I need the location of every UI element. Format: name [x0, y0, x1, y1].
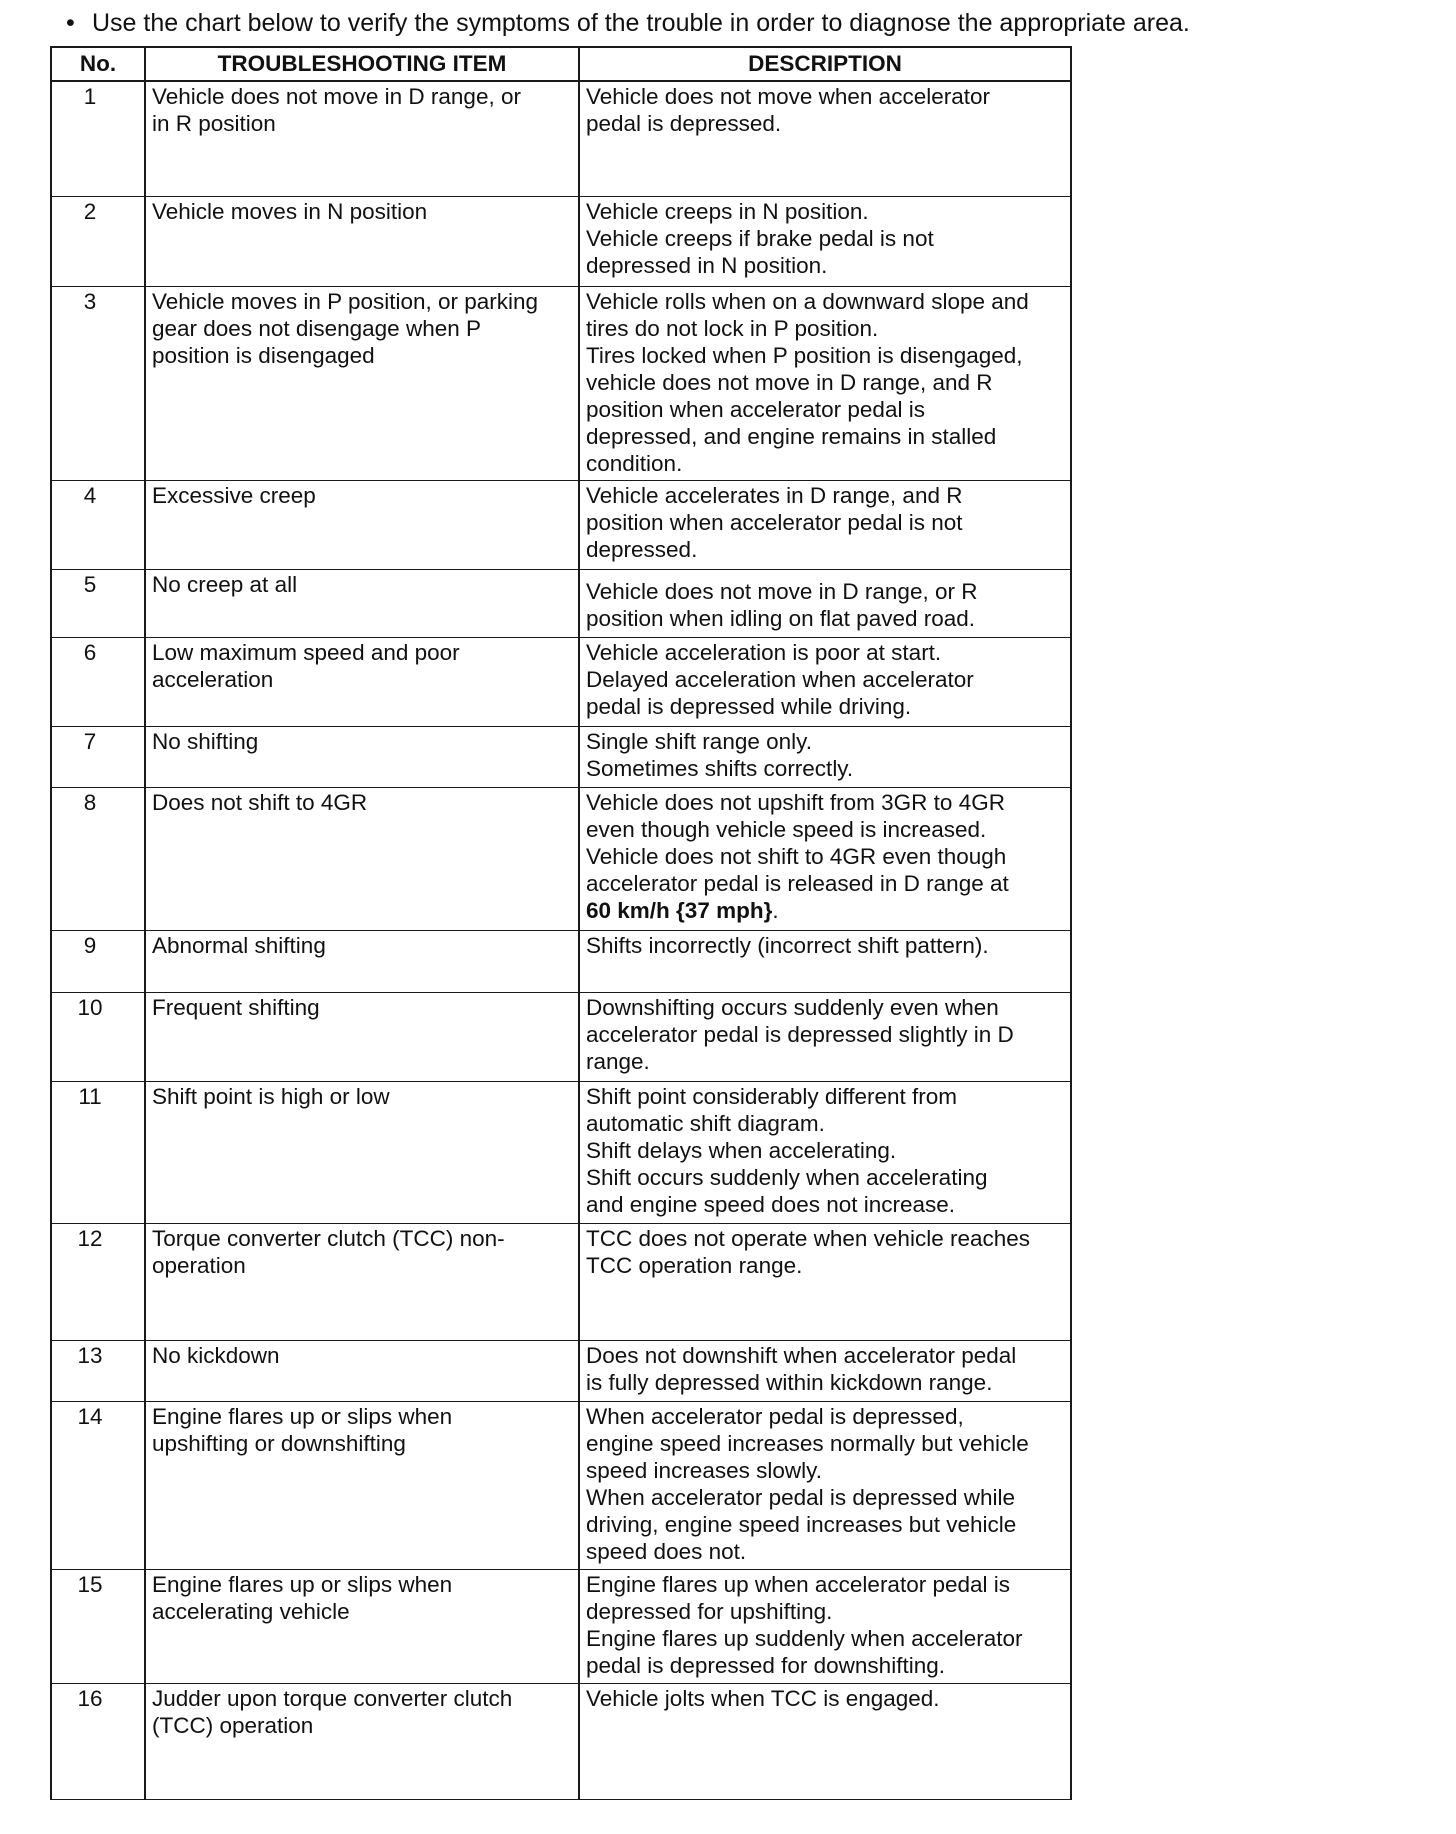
table-row	[51, 286, 1071, 480]
troubleshooting-item: Engine flares up or slips when accelerating vehicle	[145, 1569, 579, 1683]
table-row	[51, 787, 1071, 930]
description	[579, 787, 1071, 930]
description: Vehicle jolts when TCC is engaged.	[579, 1683, 1071, 1799]
header-description: DESCRIPTION	[579, 47, 1071, 81]
description: TCC does not operate when vehicle reaches TCC operation range.	[579, 1223, 1071, 1340]
header-no: No.	[51, 47, 145, 81]
description: Downshifting occurs suddenly even when accelerator pedal is depressed slightly in D range.	[579, 992, 1071, 1081]
description: Vehicle does not move when accelerator pedal is depressed.	[579, 81, 1071, 196]
troubleshooting-item: No creep at all	[145, 569, 579, 637]
description-text: Vehicle does not upshift from 3GR to 4GR even though vehicle speed is increased. Vehicle does not shift to 4GR even though accelerator pedal is released in D range at	[586, 789, 1009, 896]
table-row	[51, 930, 1071, 992]
intro-line	[66, 8, 1190, 38]
row-number: 3	[51, 286, 145, 480]
troubleshooting-item: No shifting	[145, 726, 579, 787]
troubleshooting-item: Low maximum speed and poor acceleration	[145, 637, 579, 726]
row-number: 13	[51, 1340, 145, 1401]
row-number: 5	[51, 569, 145, 637]
description: When accelerator pedal is depressed, engine speed increases normally but vehicle speed increases slowly. When accelerator pedal is depressed while driving, engine speed increases but vehicle speed does not.	[579, 1401, 1071, 1569]
table-row	[51, 1683, 1071, 1799]
description: Engine flares up when accelerator pedal is depressed for upshifting. Engine flares up suddenly when accelerator pedal is depressed for downshifting.	[579, 1569, 1071, 1683]
description-tail: .	[772, 897, 779, 923]
troubleshooting-item: Shift point is high or low	[145, 1081, 579, 1223]
table-row	[51, 1081, 1071, 1223]
description: Vehicle creeps in N position. Vehicle creeps if brake pedal is not depressed in N position.	[579, 196, 1071, 286]
row-number: 11	[51, 1081, 145, 1223]
row-number: 15	[51, 1569, 145, 1683]
row-number: 4	[51, 480, 145, 569]
troubleshooting-item: Torque converter clutch (TCC) non- operation	[145, 1223, 579, 1340]
troubleshooting-item: Does not shift to 4GR	[145, 787, 579, 930]
row-number: 9	[51, 930, 145, 992]
row-number: 12	[51, 1223, 145, 1340]
intro-text: Use the chart below to verify the symptoms of the trouble in order to diagnose the appropriate area.	[92, 9, 1190, 37]
table-row	[51, 1223, 1071, 1340]
table-row	[51, 726, 1071, 787]
description: Vehicle does not move in D range, or R position when idling on flat paved road.	[579, 569, 1071, 637]
row-number: 1	[51, 81, 145, 196]
description: Shifts incorrectly (incorrect shift pattern).	[579, 930, 1071, 992]
table-row	[51, 569, 1071, 637]
table-row	[51, 81, 1071, 196]
speed-value: 60 km/h {37 mph}	[586, 897, 773, 923]
header-item: TROUBLESHOOTING ITEM	[145, 47, 579, 81]
table-row	[51, 1569, 1071, 1683]
troubleshooting-item: Engine flares up or slips when upshifting or downshifting	[145, 1401, 579, 1569]
troubleshooting-item: Abnormal shifting	[145, 930, 579, 992]
troubleshooting-table	[50, 46, 1072, 1800]
troubleshooting-item: Judder upon torque converter clutch (TCC) operation	[145, 1683, 579, 1799]
troubleshooting-item: Vehicle moves in P position, or parking gear does not disengage when P position is disengaged	[145, 286, 579, 480]
description: Single shift range only. Sometimes shifts correctly.	[579, 726, 1071, 787]
table-row	[51, 480, 1071, 569]
bullet-icon: •	[66, 9, 75, 37]
troubleshooting-item: Vehicle does not move in D range, or in R position	[145, 81, 579, 196]
row-number: 14	[51, 1401, 145, 1569]
row-number: 6	[51, 637, 145, 726]
troubleshooting-item: No kickdown	[145, 1340, 579, 1401]
description: Vehicle acceleration is poor at start. Delayed acceleration when accelerator pedal is depressed while driving.	[579, 637, 1071, 726]
table-header-row	[51, 47, 1071, 81]
row-number: 10	[51, 992, 145, 1081]
table-row	[51, 196, 1071, 286]
troubleshooting-item: Vehicle moves in N position	[145, 196, 579, 286]
description: Shift point considerably different from automatic shift diagram. Shift delays when accelerating. Shift occurs suddenly when accelerating and engine speed does not increase.	[579, 1081, 1071, 1223]
table-row	[51, 637, 1071, 726]
table-row	[51, 1401, 1071, 1569]
row-number: 7	[51, 726, 145, 787]
row-number: 16	[51, 1683, 145, 1799]
description: Vehicle accelerates in D range, and R position when accelerator pedal is not depressed.	[579, 480, 1071, 569]
troubleshooting-item: Excessive creep	[145, 480, 579, 569]
table-row	[51, 1340, 1071, 1401]
row-number: 2	[51, 196, 145, 286]
troubleshooting-item: Frequent shifting	[145, 992, 579, 1081]
description: Vehicle rolls when on a downward slope and tires do not lock in P position. Tires locked when P position is disengaged, vehicle does not move in D range, and R position when accelerator pedal is depressed, and engine remains in stalled condition.	[579, 286, 1071, 480]
description: Does not downshift when accelerator pedal is fully depressed within kickdown range.	[579, 1340, 1071, 1401]
row-number: 8	[51, 787, 145, 930]
table-row	[51, 992, 1071, 1081]
